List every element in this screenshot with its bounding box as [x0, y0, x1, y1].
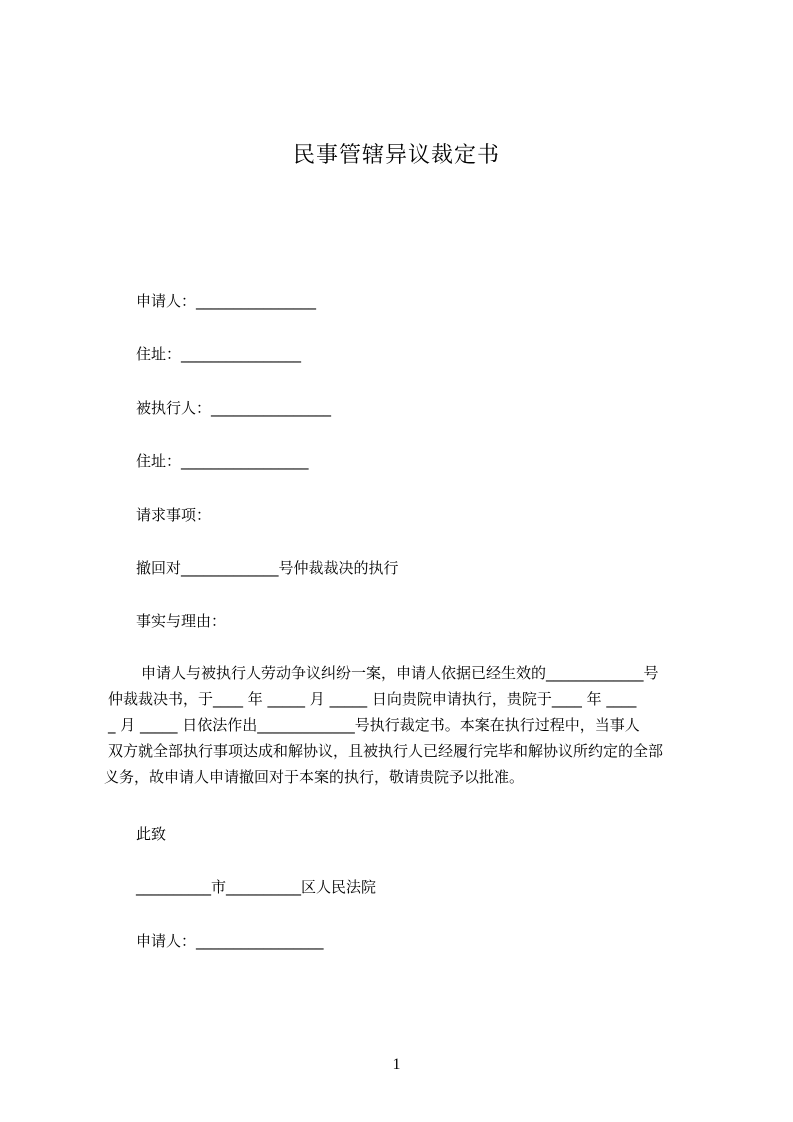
page-number: 1	[392, 1056, 401, 1073]
court-line: __________市__________区人民法院	[136, 878, 377, 896]
claims-content: 撤回对_____________号仲裁裁决的执行	[136, 559, 399, 577]
salutation: 此致	[136, 825, 167, 843]
facts-heading: 事实与理由：	[136, 612, 227, 630]
facts-line: 双方就全部执行事项达成和解协议，且被执行人已经履行完毕和解协议所约定的全部	[108, 742, 664, 760]
respondent-address-line: 住址：_________________	[136, 452, 309, 470]
applicant-address-line: 住址：________________	[136, 345, 302, 363]
signature-line: 申请人：_________________	[136, 932, 324, 950]
facts-line: _ 月 _____ 日依法作出_____________号执行裁定书。本案在执行过程中，当事人	[108, 716, 640, 734]
facts-line: 仲裁裁决书，于____ 年 _____ 月 _____ 日向贵院申请执行，贵院于____ 年 ____	[108, 690, 637, 708]
facts-line: 义务，故申请人申请撤回对于本案的执行，敬请贵院予以批准。	[104, 768, 525, 786]
respondent-line: 被执行人：________________	[136, 399, 332, 417]
applicant-line: 申请人：________________	[136, 292, 317, 310]
facts-paragraph	[104, 660, 700, 790]
document-title: 民事管辖异议裁定书	[292, 143, 500, 168]
facts-line: 申请人与被执行人劳动争议纠纷一案，申请人依据已经生效的_____________号	[141, 664, 659, 682]
claims-heading: 请求事项：	[136, 506, 212, 524]
